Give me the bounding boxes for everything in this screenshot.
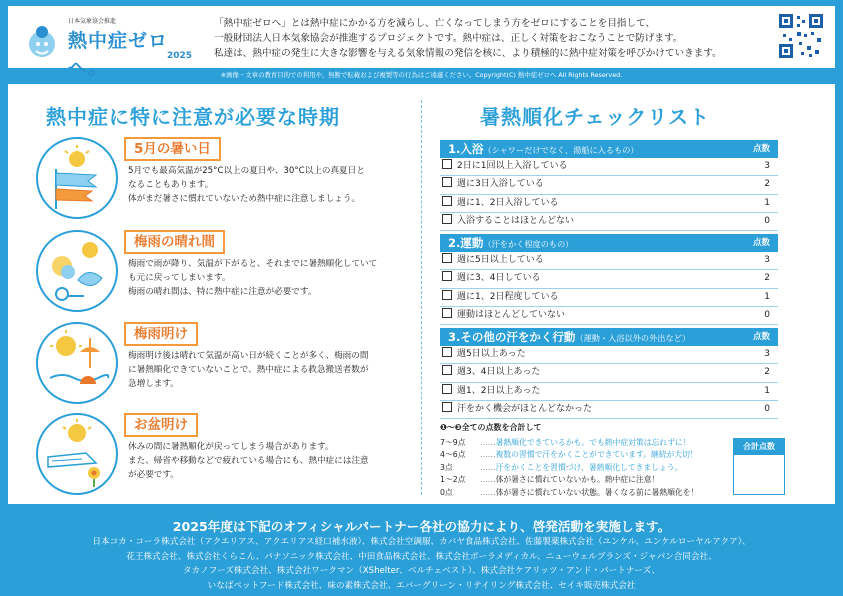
checklist-row[interactable]	[440, 252, 778, 270]
legend-row: 1〜2点 ……体が暑さに慣れていないかも。熱中症に注意！	[440, 474, 698, 486]
row-points: 0	[764, 215, 770, 226]
checklist-section-bath	[440, 140, 778, 231]
season-illustration	[36, 137, 118, 219]
section-subtitle: （汗をかく程度のもの）	[483, 239, 574, 249]
season-illustration	[36, 230, 118, 312]
checklist-row[interactable]	[440, 289, 778, 307]
row-label: 週5日以上あった	[457, 349, 526, 359]
row-points: 1	[764, 291, 770, 302]
checklist-row[interactable]	[440, 383, 778, 401]
season-illustration	[36, 413, 118, 495]
total-score-box[interactable]	[733, 438, 785, 495]
partner-line: 花王株式会社、株式会社くらこん、パナソニック株式会社、中田食品株式会社、株式会社ポーラメディカル、ニューウェルブランズ・ジャパン合同会社、	[126, 551, 717, 562]
left-title: 熱中症に特に注意が必要な時期	[46, 105, 340, 129]
legend-range: 3点	[440, 462, 453, 472]
row-points: 3	[764, 161, 770, 171]
season-body	[128, 440, 416, 482]
body-line: 梅雨で雨が降り、気温が下がると、それまでに暑熱順化していて	[128, 259, 378, 269]
checkbox[interactable]	[442, 308, 452, 318]
row-points: 2	[764, 273, 770, 284]
partner-line: 日本コカ・コーラ株式会社（アクエリアス、アクエリアス経口補水液）、株式会社空調服、カバヤ食品株式会社、佐藤製薬株式会社（ユンケル、ユンケルローヤルアクア）、	[92, 537, 751, 547]
row-points: 3	[764, 349, 770, 359]
logo	[22, 16, 202, 79]
sun-koinobori-icon	[42, 143, 112, 213]
checkbox[interactable]	[442, 365, 452, 375]
season-body	[128, 349, 416, 391]
project-logo-icon	[22, 22, 62, 62]
legend-text: 暑熱順化できているかも。でも熱中症対策は忘れずに！	[495, 438, 691, 447]
season-title: 梅雨の晴れ間	[124, 230, 225, 254]
body-line: 梅雨明け後は晴れて気温が高い日が続くことが多く、梅雨の間	[128, 351, 369, 361]
checkbox[interactable]	[442, 214, 452, 224]
footer-title: 2025年度は下記のオフィシャルパートナー各社の協力により、啓発活動を実施します。	[172, 519, 671, 534]
legend-row: 7〜9点 ……暑熱順化できているかも。でも熱中症対策は忘れずに！	[440, 437, 698, 449]
season-title: 5月の暑い日	[124, 137, 221, 161]
checkbox[interactable]	[442, 271, 452, 281]
body-line: 5月でも最高気温が25°C以上の夏日や、30°C以上の真夏日と	[128, 166, 365, 176]
checkbox[interactable]	[442, 402, 452, 412]
sun-beach-icon	[42, 328, 112, 398]
row-label: 運動はほとんどしていない	[457, 309, 566, 320]
body-line: も元に戻ってしまいます。	[128, 273, 231, 283]
row-points: 2	[764, 179, 770, 190]
legend-text: 体が暑さに慣れていない状態。暑くなる前に暑熱順化を！	[495, 487, 699, 497]
section-title: 1.入浴	[448, 142, 484, 156]
season-title: 梅雨明け	[124, 322, 198, 346]
logo-org: 日本気象協会推進	[68, 18, 117, 25]
section-subtitle: （運動・入浴以外の外出など）	[575, 333, 691, 343]
legend-range: 7〜9点	[440, 438, 466, 447]
sum-instruction: ❶〜❸全ての点数を合計して	[440, 423, 542, 432]
body-line: また、帰省や移動などで疲れている場合にも、熱中症には注意	[128, 456, 369, 466]
checklist-row[interactable]	[440, 364, 778, 382]
row-points: 0	[764, 309, 770, 320]
row-points: 0	[764, 403, 770, 414]
legend-row: 0点 ……体が暑さに慣れていない状態。暑くなる前に暑熱順化を！	[440, 487, 698, 499]
checkbox[interactable]	[442, 177, 452, 187]
legend-text: 汗をかくことを習慣づけ、暑熱順化してきましょう。	[495, 462, 683, 472]
row-label: 週1、2日以上あった	[457, 385, 541, 396]
logo-text: 熱中症ゼロへ。	[68, 30, 169, 79]
season-illustration	[36, 322, 118, 404]
checklist-row[interactable]	[440, 401, 778, 419]
intro-line: 「熱中症ゼロへ」とは熱中症にかかる方を減らし、亡くなってしまう方をゼロにすることを目指して、	[214, 18, 656, 29]
intro-text	[214, 16, 722, 61]
checkbox[interactable]	[442, 384, 452, 394]
copyright: ※画像・文章の教育目的での利用や、無断で転載および複製等の行為はご遠慮ください。Copyright(C) 熱中症ゼロへ All Rights Reserved.	[220, 71, 623, 79]
legend-range: 4〜6点	[440, 450, 466, 460]
partner-line: いなばペットフード株式会社、味の素株式会社、エバーグリーン・リテイリング株式会社、セイキ販売株式会社	[207, 580, 636, 591]
checklist-row[interactable]	[440, 158, 778, 176]
checkbox[interactable]	[442, 290, 452, 300]
intro-line: 一般財団法人日本気象協会が推進するプロジェクトです。熱中症は、正しく対策をおこなうことで防げます。	[214, 33, 683, 44]
body-line: が必要です。	[128, 470, 179, 480]
partner-line: タカノフーズ株式会社、株式会社ワークマン（XShelter、ベルチェベスト）、株式会社ケアリッツ・アンド・パートナーズ、	[182, 566, 661, 577]
legend-row: 4〜6点 ……複数の習慣で汗をかくことができています。継続が大切！	[440, 449, 698, 461]
section-title: 2.運動	[448, 236, 484, 250]
body-line: なることもあります。	[128, 180, 214, 190]
body-line: 休みの間に暑熱順化が戻ってしまう場合があります。	[128, 442, 334, 452]
legend-range: 0点	[440, 487, 453, 497]
row-points: 1	[764, 197, 770, 208]
legend-range: 1〜2点	[440, 475, 466, 485]
legend-text: 体が暑さに慣れていないかも。熱中症に注意！	[495, 475, 660, 485]
season-body	[128, 164, 416, 206]
row-label: 週に3日入浴している	[457, 179, 544, 190]
checkbox[interactable]	[442, 253, 452, 263]
checklist-section-exercise	[440, 234, 778, 325]
points-label: 点数	[752, 332, 770, 342]
season-body	[128, 257, 416, 299]
checkbox[interactable]	[442, 196, 452, 206]
row-label: 週に1、2日入浴している	[457, 197, 559, 208]
body-line: に暑熱順化できていないことで、熱中症による救急搬送者数が	[128, 365, 369, 375]
checklist-row[interactable]	[440, 307, 778, 325]
row-label: 週3、4日以上あった	[457, 367, 541, 378]
checklist-row[interactable]	[440, 176, 778, 194]
checkbox[interactable]	[442, 347, 452, 357]
body-line: 梅雨の晴れ間は、特に熱中症に注意が必要です。	[128, 287, 317, 297]
qr-code-icon[interactable]	[777, 12, 825, 60]
checklist-row[interactable]	[440, 195, 778, 213]
row-label: 汗をかく機会がほとんどなかった	[457, 403, 593, 414]
partner-list	[8, 535, 835, 593]
points-label: 点数	[752, 238, 770, 248]
body-line: 体がまだ暑さに慣れていないため熱中症に注意しましょう。	[128, 194, 361, 204]
checkbox[interactable]	[442, 159, 452, 169]
score-legend	[440, 437, 698, 499]
body-line: 急増します。	[128, 379, 179, 389]
row-label: 2日に1回以上入浴している	[457, 161, 568, 171]
train-sunflower-icon	[42, 419, 112, 489]
row-label: 週に1、2日程度している	[457, 291, 559, 302]
right-title: 暑熱順化チェックリスト	[480, 105, 710, 129]
checklist-row[interactable]	[440, 213, 778, 231]
row-points: 3	[764, 255, 770, 265]
section-subtitle: （シャワーだけでなく、湯船に入るもの）	[483, 145, 639, 155]
row-points: 1	[764, 385, 770, 396]
section-header	[440, 234, 778, 252]
checklist-row[interactable]	[440, 346, 778, 364]
section-title: 3.その他の汗をかく行動	[448, 330, 576, 344]
total-score-label: 合計点数	[734, 439, 784, 455]
section-header	[440, 328, 778, 346]
logo-year: 2025	[167, 51, 193, 61]
legend-row: 3点 ……汗をかくことを習慣づけ、暑熱順化してきましょう。	[440, 462, 698, 474]
row-points: 2	[764, 367, 770, 378]
section-header	[440, 140, 778, 158]
points-label: 点数	[752, 144, 770, 154]
row-label: 週に5日以上している	[457, 255, 544, 265]
row-label: 入浴することはほとんどない	[457, 215, 575, 226]
season-title: お盆明け	[124, 413, 198, 437]
divider	[421, 100, 422, 495]
hydrangea-snail-icon	[42, 236, 112, 306]
intro-line: 私達は、熱中症の発生に大きな影響を与える気象情報の発信を核に、より積極的に熱中症対策を呼びかけていきます。	[214, 48, 722, 59]
legend-text: 複数の習慣で汗をかくことができています。継続が大切！	[495, 450, 698, 460]
row-label: 週に3、4日している	[457, 273, 541, 284]
checklist-row[interactable]	[440, 270, 778, 288]
checklist-section-other	[440, 328, 778, 419]
